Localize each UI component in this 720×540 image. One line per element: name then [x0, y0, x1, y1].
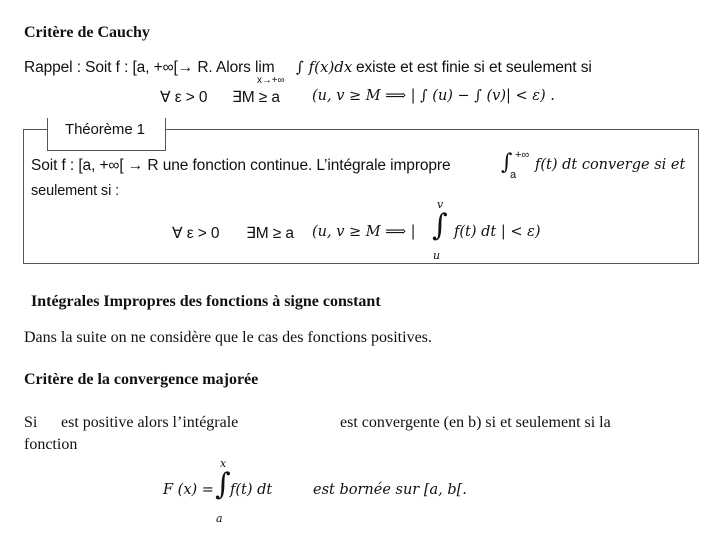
theorem-label: Théorème 1: [65, 121, 145, 138]
theorem-quantifier-m: ∃M ≥ a: [246, 225, 294, 242]
rappel-quantifier-m: ∃M ≥ a: [232, 89, 280, 106]
theorem-integral-sign: ∫: [501, 150, 513, 175]
formula-upper-limit: x: [220, 457, 227, 470]
formula-integral-sign: ∫: [215, 467, 231, 502]
rappel-condition: (u, v ≥ M ⟹ | ∫ (u) − ∫ (v)| < ε) .: [312, 88, 555, 104]
rappel-limit-subscript: x→+∞: [257, 75, 285, 86]
signe-constant-text: Dans la suite on ne considère que le cas des fonctions positives.: [24, 329, 432, 346]
majoree-fonction: fonction: [24, 436, 78, 453]
theorem-upper-limit: +∞: [515, 149, 530, 161]
theorem-line-1: Soit f : [a, +∞[ → R une fonction continue. L’intégrale impropre: [31, 157, 451, 174]
majoree-positive-text: est positive alors l’intégrale: [61, 414, 239, 431]
majoree-convergente-text: est convergente (en b) si et seulement si la: [340, 414, 611, 431]
rappel-integral: ∫ f(x)dx: [296, 58, 353, 76]
rappel-line-1: [24, 59, 275, 77]
theorem-int-upper: v: [437, 198, 444, 211]
formula-rhs: est bornée sur [a, b[.: [313, 482, 467, 498]
theorem-condition-start: (u, v ≥ M ⟹ |: [312, 224, 416, 240]
theorem-int-lower: u: [433, 249, 441, 262]
section-title-cauchy: Critère de Cauchy: [24, 24, 150, 41]
formula-lower-limit: a: [216, 512, 223, 525]
rappel-existence-text: existe et est finie si et seulement si: [356, 59, 592, 76]
rappel-quantifier-epsilon: ∀ ε > 0: [160, 89, 208, 106]
theorem-lower-limit: a: [510, 169, 517, 181]
majoree-si: Si: [24, 414, 38, 431]
theorem-label-tab: [47, 118, 166, 151]
theorem-int-sign: ∫: [432, 208, 448, 243]
formula-integrand: f(t) dt: [230, 482, 273, 498]
theorem-quantifier-epsilon: ∀ ε > 0: [172, 225, 220, 242]
theorem-integrand: f(t) dt converge si et: [535, 157, 686, 173]
rappel-intro: Rappel : Soit f : [a, +∞[→ R. Alors lim: [24, 59, 275, 76]
theorem-condition-end: f(t) dt | < ε): [454, 224, 541, 240]
formula-lhs: F (x) =: [163, 482, 214, 498]
section-title-signe-constant: Intégrales Impropres des fonctions à signe constant: [31, 293, 381, 310]
section-title-convergence-majoree: Critère de la convergence majorée: [24, 371, 259, 388]
theorem-line-2: seulement si :: [31, 183, 120, 199]
